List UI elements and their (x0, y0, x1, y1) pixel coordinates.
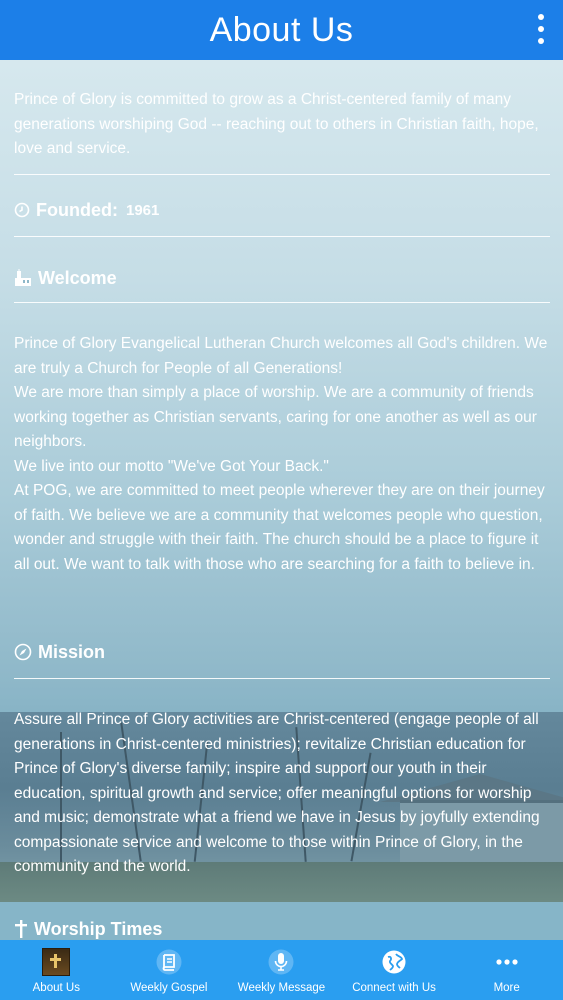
nav-label: Connect with Us (352, 982, 436, 994)
founded-label: Founded: (36, 199, 118, 220)
compass-icon (14, 643, 32, 661)
mission-heading (14, 640, 105, 664)
nav-connect-with-us[interactable] (338, 940, 451, 1000)
overflow-menu-icon[interactable] (537, 14, 545, 44)
intro-text: Prince of Glory is committed to grow as a Christ-centered family of many generations worshiping God -- reaching out to others in Christian faith, hope, love and service. (14, 91, 539, 157)
church-thumbnail-icon (42, 948, 70, 976)
more-dots-icon (493, 948, 521, 976)
nav-more[interactable] (450, 940, 563, 1000)
divider (14, 236, 550, 237)
globe-icon (380, 948, 408, 976)
cross-icon (14, 920, 28, 938)
worship-times-heading (14, 917, 162, 940)
divider (14, 302, 550, 303)
nav-label: Weekly Gospel (130, 982, 208, 994)
content-area[interactable] (0, 60, 563, 940)
divider (14, 174, 550, 175)
nav-weekly-message[interactable] (225, 940, 338, 1000)
welcome-heading (14, 266, 117, 290)
nav-about-us[interactable] (0, 940, 113, 1000)
mission-heading-label: Mission (38, 641, 106, 662)
welcome-paragraph: Prince of Glory Evangelical Lutheran Church welcomes all God's children. We are truly a Church for People of all Generations! (14, 335, 548, 377)
founded-row (14, 198, 159, 222)
nav-label: About Us (32, 982, 80, 994)
welcome-heading-label: Welcome (38, 267, 117, 288)
mission-text: Assure all Prince of Glory activities are Christ-centered (engage people of all generations in Christ-centered ministries); revitalize Christian education for Prince of Glory's diverse family; inspire and support our youth in their education, spiritual growth and service; offer meaningful options for worship and music; demonstrate what a friend we have in Jesus by joyfully extending compassionate service and welcome to those within Prince of Glory, in the community and the world. (14, 711, 540, 875)
welcome-paragraph: We live into our motto "We've Got Your Back." (14, 457, 329, 475)
microphone-icon (267, 948, 295, 976)
nav-weekly-gospel[interactable] (113, 940, 226, 1000)
welcome-text (14, 332, 550, 577)
welcome-paragraph: At POG, we are committed to meet people wherever they are on their journey of faith. We believe we are a community that welcomes people who question, wonder and struggle with their faith. The church should be a place to figure it all out. We want to talk with those who are searching for a faith to believe in. (14, 482, 545, 573)
divider (14, 678, 550, 679)
app-header (0, 0, 563, 60)
worship-times-heading-label: Worship Times (34, 918, 163, 939)
welcome-paragraph: We are more than simply a place of worship. We are a community of friends working together as Christian servants, caring for one another as well as our neighbors. (14, 384, 537, 450)
book-icon (155, 948, 183, 976)
church-icon (14, 269, 32, 287)
page-title: About Us (209, 10, 354, 49)
nav-label: Weekly Message (237, 982, 326, 994)
nav-label: More (493, 982, 520, 994)
bottom-nav (0, 940, 563, 1000)
founded-value: 1961 (125, 201, 160, 219)
clock-icon (14, 202, 30, 218)
